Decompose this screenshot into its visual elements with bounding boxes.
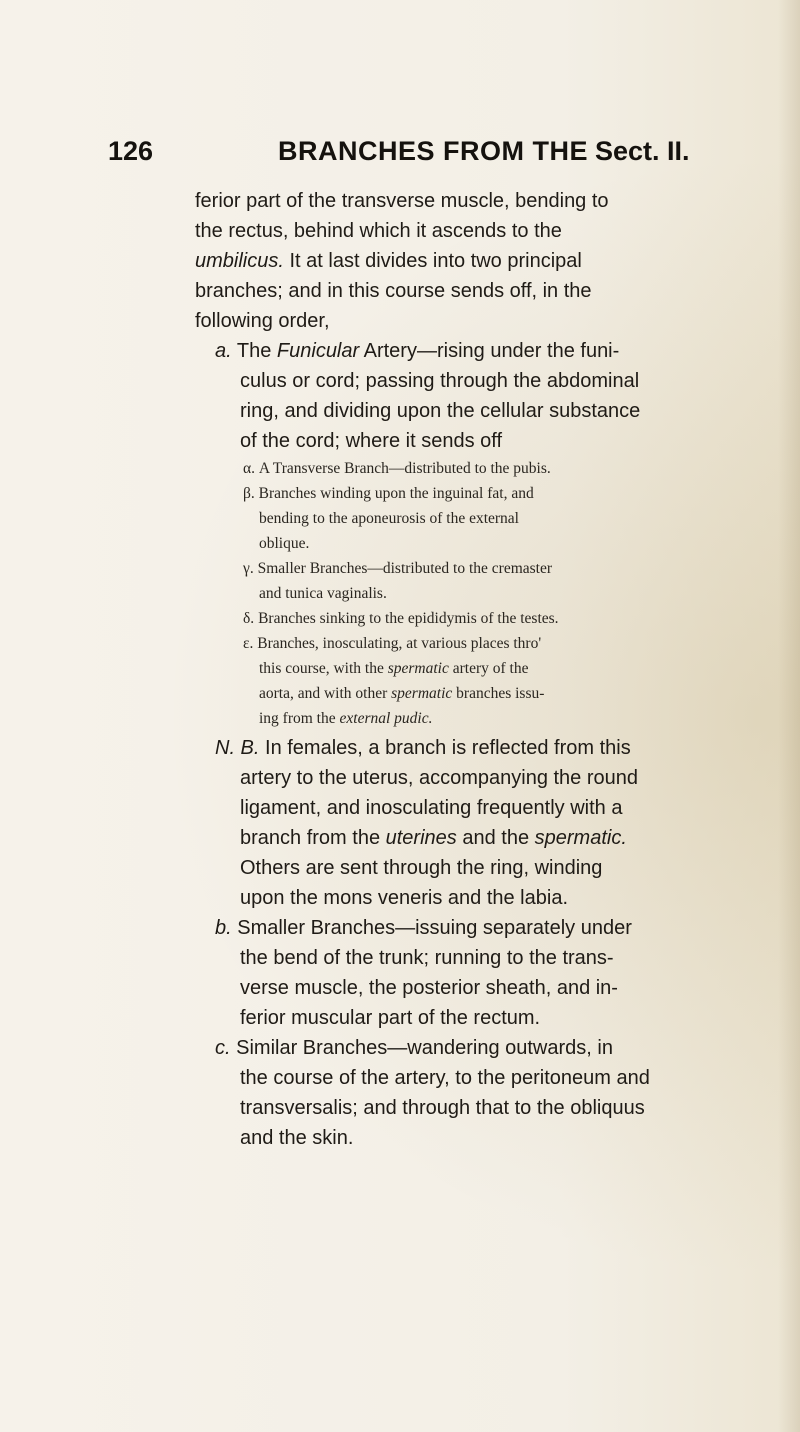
item-c-line-3: transversalis; and through that to the obliquus bbox=[240, 1097, 645, 1119]
intro-line-3 bbox=[195, 246, 755, 276]
item-a-line-2: culus or cord; passing through the abdominal bbox=[240, 370, 640, 392]
epsilon-3-pre: aorta, and with other bbox=[259, 685, 392, 702]
delta-marker: δ. bbox=[243, 610, 255, 627]
subitem-epsilon-line-3 bbox=[243, 681, 755, 706]
subitem-epsilon-line-2 bbox=[243, 656, 755, 681]
subitem-epsilon-line-1 bbox=[243, 631, 755, 656]
nb-line-4 bbox=[195, 823, 755, 853]
section-label: Sect. II. bbox=[595, 136, 690, 166]
item-a-pre: The bbox=[231, 340, 277, 362]
italic-spermatic-1: spermatic bbox=[387, 660, 449, 677]
italic-spermatic-2: spermatic bbox=[391, 685, 453, 702]
epsilon-marker: ε. bbox=[243, 635, 254, 652]
subitem-gamma-line-2: and tunica vaginalis. bbox=[259, 585, 387, 602]
page-number: 126 bbox=[108, 136, 154, 166]
italic-funicular: Funicular bbox=[276, 340, 360, 362]
item-a-line-3: ring, and dividing upon the cellular substance bbox=[240, 400, 641, 422]
running-header bbox=[108, 136, 748, 176]
item-c-text-1: Similar Branches—wandering outwards, in bbox=[230, 1037, 613, 1059]
intro-line-3-text: It at last divides into two principal bbox=[283, 250, 582, 272]
nb-line-2: artery to the uterus, accompanying the round bbox=[240, 767, 639, 789]
epsilon-4-pre: ing from the bbox=[259, 710, 340, 727]
item-b-line-2: the bend of the trunk; running to the trans- bbox=[240, 947, 614, 969]
subitem-alpha bbox=[243, 456, 755, 481]
subitem-epsilon-line-4 bbox=[243, 706, 755, 731]
epsilon-text-1: Branches, inosculating, at various places thro' bbox=[253, 635, 542, 652]
alpha-text: A Transverse Branch—distributed to the pubis. bbox=[255, 460, 551, 477]
subitem-beta-line-3: oblique. bbox=[259, 535, 310, 552]
subitem-beta-line-1 bbox=[243, 481, 755, 506]
item-c-line-2: the course of the artery, to the peritoneum and bbox=[240, 1067, 650, 1089]
intro-line-5: following order, bbox=[195, 310, 330, 332]
gamma-text-1: Smaller Branches—distributed to the cremaster bbox=[253, 560, 553, 577]
item-b-text-1: Smaller Branches—issuing separately under bbox=[231, 917, 632, 939]
delta-text: Branches sinking to the epididymis of the testes. bbox=[254, 610, 559, 627]
nb-line-5: Others are sent through the ring, winding bbox=[240, 857, 603, 879]
item-b-marker: b. bbox=[215, 917, 232, 939]
running-title: BRANCHES FROM THE bbox=[278, 136, 588, 166]
item-b-line-4: ferior muscular part of the rectum. bbox=[240, 1007, 541, 1029]
subitem-delta bbox=[243, 606, 755, 631]
beta-text-1: Branches winding upon the inguinal fat, and bbox=[254, 485, 534, 502]
item-b-line-3: verse muscle, the posterior sheath, and in- bbox=[240, 977, 618, 999]
subitem-list bbox=[243, 456, 755, 731]
item-b-line-1 bbox=[195, 913, 755, 943]
beta-marker: β. bbox=[243, 485, 255, 502]
epsilon-2-post: artery of the bbox=[448, 660, 529, 677]
nb-line-6: upon the mons veneris and the labia. bbox=[240, 887, 568, 909]
item-c-line-1 bbox=[195, 1033, 755, 1063]
italic-uterines: uterines bbox=[385, 827, 457, 849]
intro-line-1: ferior part of the transverse muscle, bending to bbox=[195, 190, 609, 212]
item-a-marker: a. bbox=[215, 340, 232, 362]
item-a-line-1 bbox=[195, 336, 755, 366]
nb-line-3: ligament, and inosculating frequently with a bbox=[240, 797, 623, 819]
item-a-post: Artery—rising under the funi- bbox=[359, 340, 620, 362]
nb-text-1: In females, a branch is reflected from this bbox=[259, 737, 631, 759]
alpha-marker: α. bbox=[243, 460, 255, 477]
item-c-marker: c. bbox=[215, 1037, 231, 1059]
epsilon-2-pre: this course, with the bbox=[259, 660, 388, 677]
intro-line-4: branches; and in this course sends off, in the bbox=[195, 280, 592, 302]
epsilon-3-post: branches issu- bbox=[452, 685, 545, 702]
gamma-marker: γ. bbox=[243, 560, 254, 577]
body-text bbox=[195, 186, 755, 1153]
nb-4-pre: branch from the bbox=[240, 827, 386, 849]
subitem-beta-line-2: bending to the aponeurosis of the external bbox=[259, 510, 519, 527]
italic-umbilicus: umbilicus. bbox=[195, 250, 284, 272]
nb-4-mid: and the bbox=[456, 827, 535, 849]
italic-external-pudic: external pudic. bbox=[339, 710, 433, 727]
nb-marker: N. B. bbox=[215, 737, 260, 759]
item-c-line-4: and the skin. bbox=[240, 1127, 354, 1149]
nb-line-1 bbox=[195, 733, 755, 763]
item-a-line-4: of the cord; where it sends off bbox=[240, 430, 503, 452]
intro-line-2: the rectus, behind which it ascends to the bbox=[195, 220, 562, 242]
italic-spermatic-3: spermatic. bbox=[534, 827, 627, 849]
page-edge-shadow bbox=[778, 0, 800, 1432]
subitem-gamma-line-1 bbox=[243, 556, 755, 581]
